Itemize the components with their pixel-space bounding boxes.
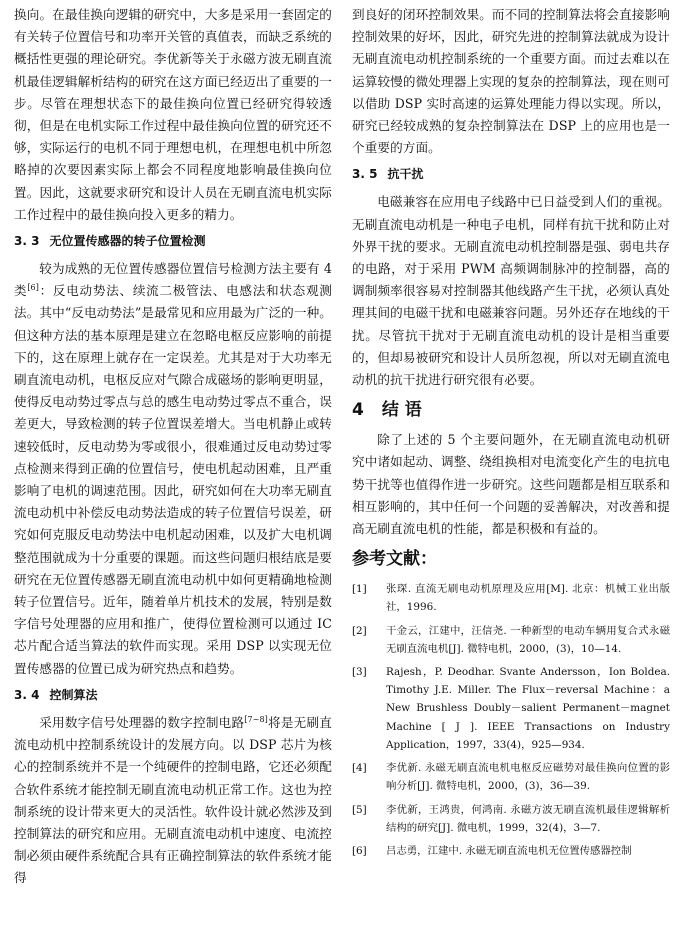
section-3-5-heading <box>352 159 670 191</box>
section-title: 结 语 <box>381 400 422 421</box>
citation-marker: [6] <box>27 283 39 293</box>
section-3-3-paragraph <box>14 258 332 680</box>
section-number: 3. 3 <box>14 234 40 249</box>
section-number: 3. 5 <box>352 167 378 182</box>
reference-text: 干金云，江建中，汪信尧. 一种新型的电动车辆用复合式永磁无刷直流电机[J]. 微特电机，2000，(3)，10—14. <box>386 624 670 655</box>
reference-index: [1] <box>352 583 367 596</box>
section-3-4-heading <box>14 680 332 712</box>
continued-paragraph: 到良好的闭环控制效果。而不同的控制算法将会直接影响控制效果的好坏，因此，研究先进的控制算法就成为设计无刷直流电动机控制系统的一个重要方面。而过去难以在运算较慢的微处理器上实现的复杂的控制算法，现在则可以借助 DSP 实时高速的运算处理能力得以实现。所以，研究已经较成熟的复杂控制算法在 DSP 上的应用也是一个重要的方面。 <box>352 7 670 156</box>
conclusion-paragraph: 除了上述的 5 个主要问题外，在无刷直流电动机研究中诸如起动、调整、绕组换相对电流变化产生的电抗电势干扰等也值得作进一步研究。这些问题都是相互联系和相互影响的，其中任何一个问题的妥善解决，对改善和提高无刷直流电机的性能，都是积极和有益的。 <box>352 432 670 537</box>
section-title: 控制算法 <box>49 687 98 702</box>
section-3-3-heading <box>14 226 332 258</box>
text-run: 将是无刷直流电动机中控制系统设计的发展方向。以 DSP 芯片为核心的控制系统并不是一个纯硬件的控制电路，它还必须配合软件系统才能控制无刷直流电动机正常工作。这也为控制系统的设计带来更大的灵活性。软件设计就必然涉及到控制算法的研究和应用。无刷直流电动机中速度、电流控制必须由硬件系统配合具有正确控制算法的软件系统才能得 <box>14 714 332 886</box>
reference-item <box>352 622 670 658</box>
section-title: 抗干扰 <box>387 167 424 182</box>
right-column <box>352 4 670 865</box>
section-4-heading <box>352 391 670 429</box>
section-number: 3. 4 <box>14 687 40 702</box>
text-run: ：反电动势法、续流二极管法、电感法和状态观测法。其中“反电动势法”是最常见和应用最为广泛的一种。但这种方法的基本原理是建立在忽略电枢反应影响的前提下的，这在原理上就存在一定误差。尤其是对于大功率无刷直流电动机，电枢反应对气隙合成磁场的影响更明显，使得反电动势过零点与总的感生电动势过零点不重合，误差更大，导致检测的转子位置误差增大。当电机静止或转速较低时，反电动势为零或很小，很难通过反电动势过零点检测来得到正确的位置信号，使电机起动困难，且严重影响了电机的调速范围。因此，研究如何在大功率无刷直流电动机中补偿反电动势法造成的转子位置信号误差，研究如何克服反电动势法中电机起动困难，以及扩大电机调整范围就成为十分重要的课题。而这些问题归根结底是要研究在无位置传感器无刷直流电动机中如何更精确地检测转子位置信号。近年，随着单片机技术的发展，特别是数字信号处理器的应用和推广，使得位置检测可以通过 IC 芯片配合适当算法的软件而实现。采用 DSP 以实现无位置传感器的位置已成为研究热点和趋势。 <box>14 283 332 676</box>
intro-paragraph: 换向。在最佳换向逻辑的研究中，大多是采用一套固定的有关转子位置信号和功率开关管的真值表，而缺乏系统的概括性更强的理论研究。李优新等关于永磁方波无刷直流机最佳逻辑解析结构的研究在这方面已经迈出了重要的一步。尽管在理想状态下的最佳换向位置已经研究得较透彻，但是在电机实际工作过程中最佳换向位置的研究还不够，实际运行的电机不同于理想电机，在理想电机中所忽略掉的次要因素实际上都会不同程度地影响最佳换向位置。因此，这就要求研究和设计人员在无刷直流电机实际工作过程中的最佳换向投入更多的精力。 <box>14 7 332 222</box>
section-3-5-paragraph: 电磁兼容在应用电子线路中已日益受到人们的重视。无刷直流电动机是一种电子电机，同样有抗干扰和防止对外界干扰的要求。无刷直流电动机控制器是强、弱电共存的电路，对于采用 PWM 高频调制脉冲的控制器，高的调制频率很容易对控制器其他线路产生干扰，必须认真处理其间的电磁干扰和电磁兼容问题。另外还存在地线的干扰。尽管抗干扰对于无刷直流电动机的设计是相当重要的，但却易被研究和设计人员所忽视，所以对无刷直流电动机的抗干扰进行研究很有必要。 <box>352 194 670 388</box>
left-column <box>14 4 332 890</box>
reference-item <box>352 580 670 616</box>
section-3-4-paragraph <box>14 712 332 890</box>
section-number: 4 <box>352 400 364 421</box>
citation-marker: [7~8] <box>244 714 268 724</box>
reference-text: 李优新. 永磁无刷直流电机电枢反应磁势对最佳换向位置的影响分析[J]. 微特电机，2000，(3)，36—39. <box>386 762 670 793</box>
reference-item <box>352 663 670 754</box>
reference-item <box>352 801 670 837</box>
reference-text: Rajesh，P. Deodhar. Svante Andersson，Ion Boldea. Timothy J.E. Miller. The Flux－reversal Machine：a New Brushless Doubly－salient Permanent－magnet Machine [ J ]. IEEE Transactions on Industry Application，1997，33(4)，925—934. <box>386 666 670 751</box>
section-title: 无位置传感器的转子位置检测 <box>49 234 206 249</box>
text-run: 较为成熟的无位置传感器位置信号检测方法主要有 4 类 <box>14 261 332 299</box>
text-run: 采用数字信号处理器的数字控制电路 <box>39 714 245 730</box>
reference-index: [2] <box>352 624 367 637</box>
reference-index: [3] <box>352 666 367 679</box>
reference-index: [5] <box>352 803 367 816</box>
reference-text: 吕志勇，江建中. 永磁无刷直流电机无位置传感器控制 <box>386 844 632 857</box>
reference-item <box>352 759 670 795</box>
references-heading: 参考文献： <box>352 549 437 570</box>
reference-index: [4] <box>352 762 367 775</box>
reference-list <box>352 580 670 860</box>
reference-index: [6] <box>352 844 367 857</box>
reference-item <box>352 842 670 860</box>
reference-text: 李优新，王鸿贵，何鸿南. 永磁方波无刷直流机最佳逻辑解析结构的研究[J]. 微电机，1999，32(4)，3—7. <box>386 803 670 834</box>
reference-text: 张琛. 直流无刷电动机原理及应用[M]. 北京：机械工业出版社，1996. <box>386 583 670 614</box>
